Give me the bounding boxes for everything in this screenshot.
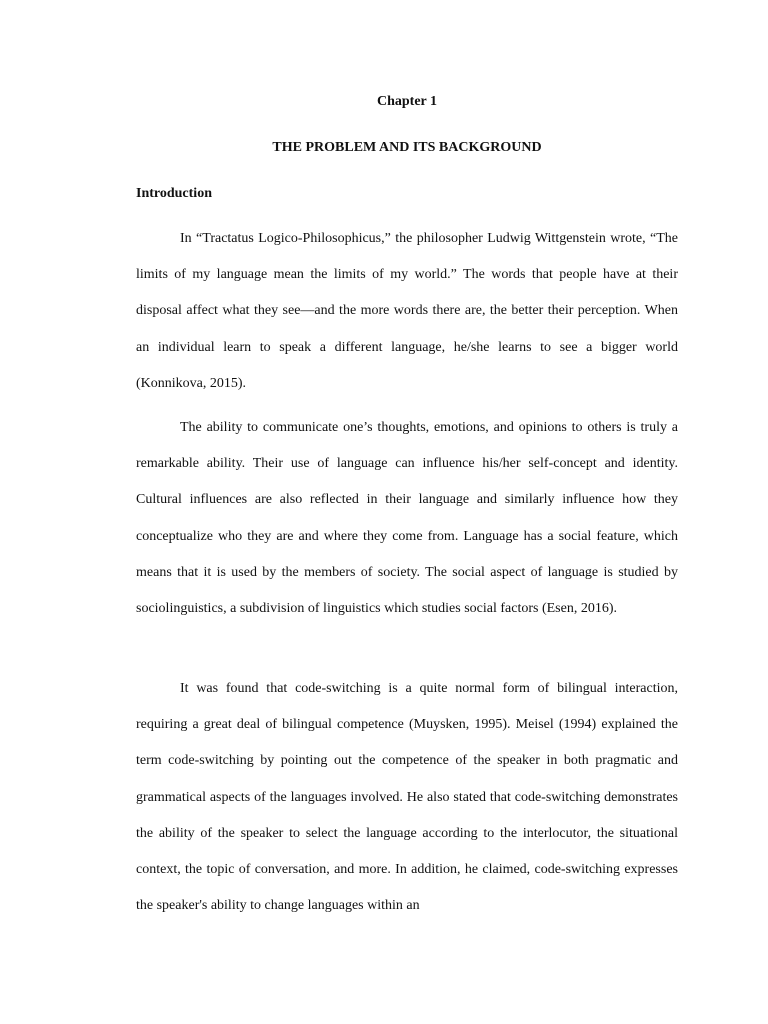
paragraph-3-block bbox=[136, 671, 678, 941]
section-heading: Introduction bbox=[136, 186, 212, 201]
chapter-label: Chapter 1 bbox=[376, 94, 438, 109]
paragraph-2-block bbox=[136, 410, 678, 644]
paragraph: In “Tractatus Logico-Philosophicus,” the philosopher Ludwig Wittgenstein wrote, “The limits of my language mean the limits of my world.” The words that people have at their disposal affect what they see—and the more words there are, the better their perception. When an individual learn to speak a different language, he/she learns to see a bigger world (Konnikova, 2015). bbox=[136, 231, 678, 391]
paragraph: It was found that code-switching is a quite normal form of bilingual interaction, requiring a great deal of bilingual competence (Muysken, 1995). Meisel (1994) explained the term code-switching by pointing out the competence of the speaker in both pragmatic and grammatical aspects of the languages involved. He also stated that code-switching demonstrates the ability of the speaker to select the language according to the interlocutor, the situational context, the topic of conversation, and more. In addition, he claimed, code-switching expresses the speaker's ability to change languages within an bbox=[136, 681, 678, 914]
paragraph: The ability to communicate one’s thoughts, emotions, and opinions to others is truly a remarkable ability. Their use of language can influence his/her self-concept and identity. Cultural influences are also reflected in their language and similarly influence how they conceptualize who they are and where they come from. Language has a social feature, which means that it is used by the members of society. The social aspect of language is studied by sociolinguistics, a subdivision of linguistics which studies social factors (Esen, 2016). bbox=[136, 420, 678, 617]
paragraph-1-block bbox=[136, 221, 678, 419]
chapter-title: THE PROBLEM AND ITS BACKGROUND bbox=[272, 140, 542, 155]
